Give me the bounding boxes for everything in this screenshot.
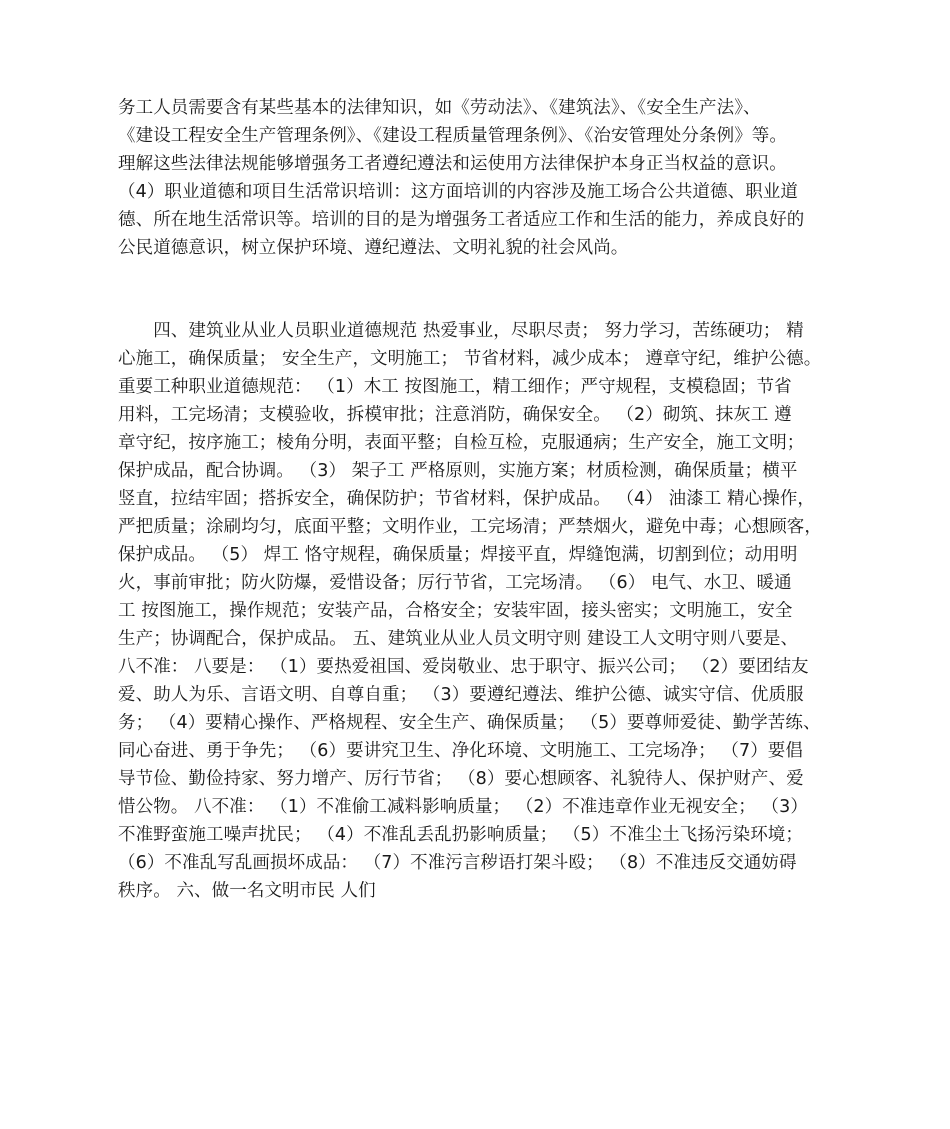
text-line: （6）不准乱写乱画损坏成品： （7）不准污言秽语打架斗殴； （8）不准违反交通妨碍 — [118, 853, 797, 873]
text-line: 理解这些法律法规能够增强务工者遵纪遵法和运使用方法律保护本身正当权益的意识。 — [118, 154, 787, 174]
text-line: 德、所在地生活常识等。培训的目的是为增强务工者适应工作和生活的能力，养成良好的 — [118, 210, 805, 230]
text-line: 公民道德意识，树立保护环境、遵纪遵法、文明礼貌的社会风尚。 — [118, 238, 629, 258]
text-line: 用料，工完场清；支模验收，拆模审批；注意消防，确保安全。 （2）砌筑、抹灰工 遵 — [118, 405, 792, 425]
text-line: 竖直，拉结牢固；搭拆安全，确保防护；节省材料，保护成品。 （4） 油漆工 精心操作， — [118, 489, 816, 509]
text-line: 八不准： 八要是： （1）要热爱祖国、爱岗敬业、忠于职守、振兴公司； （2）要团结友 — [118, 657, 809, 677]
text-line: 生产；协调配合，保护成品。 五、建筑业从业人员文明守则 建设工人文明守则八要是、 — [118, 629, 799, 649]
text-line: 心施工，确保质量； 安全生产，文明施工； 节省材料，减少成本； 遵章守纪，维护公德。 — [118, 349, 822, 369]
text-line: 惜公物。 八不准： （1）不准偷工减料影响质量； （2）不准违章作业无视安全； （3） — [118, 797, 808, 817]
text-line: 务工人员需要含有某些基本的法律知识，如《劳动法》、《建筑法》、《安全生产法》、 — [118, 98, 761, 118]
text-line: 严把质量；涂刷均匀，底面平整；文明作业，工完场清；严禁烟火，避免中毒；心想顾客， — [118, 517, 822, 537]
document-page — [118, 94, 838, 905]
text-line: 重要工种职业道德规范： （1）木工 按图施工，精工细作；严守规程，支模稳固；节省 — [118, 377, 792, 397]
text-line: 工 按图施工，操作规范；安装产品，合格安全；安装牢固，接头密实；文明施工，安全 — [118, 601, 793, 621]
text-line: 导节俭、勤俭持家、努力增产、厉行节省； （8）要心想顾客、礼貌待人、保护财产、爱 — [118, 769, 804, 789]
text-line: 秩序。 六、做一名文明市民 人们 — [118, 881, 376, 901]
text-line: 不准野蛮施工噪声扰民； （4）不准乱丢乱扔影响质量； （5）不准尘土飞扬污染环境； — [118, 825, 803, 845]
text-line: 保护成品。 （5） 焊工 恪守规程，确保质量；焊接平直，焊缝饱满，切割到位；动用明 — [118, 545, 798, 565]
paragraph-legal-training — [118, 94, 838, 262]
text-line: 爱、助人为乐、言语文明、自尊自重； （3）要遵纪遵法、维护公德、诚实守信、优质服 — [118, 685, 804, 705]
text-line: 《建设工程安全生产管理条例》、《建设工程质量管理条例》、《治安管理处分条例》等。 — [118, 126, 787, 146]
text-line: 务； （4）要精心操作、严格规程、安全生产、确保质量； （5）要尊师爱徒、勤学苦练、 — [118, 713, 821, 733]
text-line: 火，事前审批；防火防爆，爱惜设备；厉行节省，工完场清。 （6） 电气、水卫、暖通 — [118, 573, 792, 593]
text-line: 同心奋进、勇于争先； （6）要讲究卫生、净化环境、文明施工、工完场净； （7）要倡 — [118, 741, 803, 761]
paragraph-spacer — [118, 262, 838, 317]
text-line: 章守纪，按序施工；棱角分明，表面平整；自检互检，克服通病；生产安全，施工文明； — [118, 433, 805, 453]
text-line: 四、建筑业从业人员职业道德规范 热爱事业，尽职尽责； 努力学习，苦练硬功； 精 — [118, 321, 804, 341]
paragraph-professional-ethics — [118, 317, 838, 905]
text-line: 保护成品，配合协调。 （3） 架子工 严格原则，实施方案；材质检测，确保质量；横平 — [118, 461, 798, 481]
text-line: （4）职业道德和项目生活常识培训：这方面培训的内容涉及施工场合公共道德、职业道 — [118, 182, 799, 202]
